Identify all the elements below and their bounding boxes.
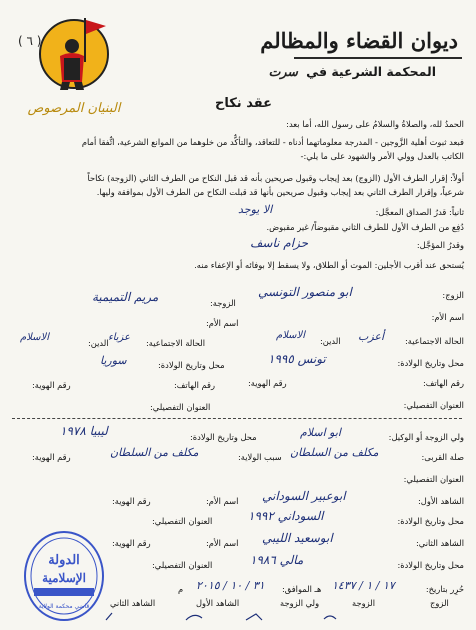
wife-religion-label: الدين: <box>88 338 109 348</box>
guardian-relation-label: صلة القربى: <box>421 452 464 462</box>
emblem-logo <box>27 12 121 122</box>
husband-address-label: العنوان التفصيلي: <box>403 400 464 410</box>
stamp-line2: الإسلامية <box>42 571 86 585</box>
document-title: عقد نكاح <box>215 96 272 111</box>
date-hijri: ١٧ / ١ / ١٤٣٧ <box>332 579 395 592</box>
husband-marital-label: الحالة الاجتماعية: <box>404 336 464 346</box>
office-title: ديوان القضاء والمظالم <box>260 28 458 53</box>
deferred-label: وقدرُ المؤجَّل: <box>416 240 464 250</box>
page-number: ( ٦ ) <box>18 34 42 48</box>
witness2-address-label: العنوان التفصيلي: <box>152 560 213 570</box>
witness1-id-label: رقم الهوية: <box>112 496 151 506</box>
wife-label: الزوجة: <box>210 298 236 308</box>
wife-religion-value: الاسلام <box>20 332 50 343</box>
sig-husband-label: الزوج <box>430 598 449 608</box>
stamp-line1: الدولة <box>48 553 80 568</box>
witness1-mother-label: اسم الأم: <box>206 496 239 506</box>
clause-first-b: شرعياً، وإقرار الطرف الثاني بعد إيجاب وقبول صريحين بأنها قد قبلت النكاح من الطرف الأول بموافقة وليها. <box>96 187 464 197</box>
witness2-label: الشاهد الثاني: <box>415 538 464 548</box>
witness1-name: ابوعبير السوداني <box>262 489 346 503</box>
husband-id-label: رقم الهوية: <box>248 378 287 388</box>
section-divider <box>12 418 462 419</box>
witness1-address-label: العنوان التفصيلي: <box>152 516 213 526</box>
official-stamp <box>22 528 106 624</box>
guardian-label: ولي الزوجة أو الوكيل: <box>388 432 464 442</box>
husband-marital-value: أعزب <box>358 330 385 343</box>
wife-address-label: العنوان التفصيلي: <box>150 402 211 412</box>
guardian-address-label: العنوان التفصيلي: <box>403 474 464 484</box>
witness2-name: ابوسعيد الليبي <box>262 531 333 545</box>
witness2-id-label: رقم الهوية: <box>112 538 151 548</box>
witness1-birth-label: محل وتاريخ الولادة: <box>397 516 464 526</box>
date-label: حُرِر بتاريخ: <box>425 584 464 594</box>
wife-birth-label: محل وتاريخ الولادة: <box>158 360 225 370</box>
husband-birth-label: محل وتاريخ الولادة: <box>397 358 464 368</box>
dowry-paid-line: دُفِع من الطرف الأول للطرف الثاني مقبوضاً/ غير مقبوض. <box>266 222 464 232</box>
wife-id-label: رقم الهوية: <box>32 380 71 390</box>
guardian-id-label: رقم الهوية: <box>32 452 71 462</box>
guardian-name: ابو اسلام <box>300 426 341 439</box>
sig-wife-label: الزوجة <box>352 598 375 608</box>
wife-marital-label: الحالة الاجتماعية: <box>146 338 206 348</box>
wife-marital-value: عزباء <box>108 332 131 343</box>
guardian-relation-value: مكلف من السلطان <box>290 446 379 459</box>
husband-religion-label: الدين: <box>320 336 341 346</box>
witness2-mother-label: اسم الأم: <box>206 538 239 548</box>
date-gregorian: ٣١ / ١٠ / ٢٠١٥ <box>196 579 265 592</box>
court-line <box>269 64 436 79</box>
sig-guardian-label: ولي الزوجة <box>280 598 320 608</box>
witness2-birth-label: محل وتاريخ الولادة: <box>397 560 464 570</box>
husband-name: ابو منصور التونسي <box>258 285 352 299</box>
witness1-birth-value: السوداني ١٩٩٢ <box>248 509 324 523</box>
wife-mother-label: اسم الأم: <box>206 318 239 328</box>
signature-marks <box>96 608 346 620</box>
sig-witness1-label: الشاهد الأول <box>196 598 240 608</box>
dowry-label: ثانياً: قدرُ الصداق المعجَّل: <box>375 207 464 217</box>
clause-first-a: أولاً: إقرار الطرف الأول (الزوج) بعد إيجاب وقبول صريحين بأنه قد قبل النكاح من الطرف الثاني (الزوجة) نكاحاً <box>87 173 464 183</box>
stamp-line3: قاضي محكمة الولاية <box>38 603 90 610</box>
guardian-reason-label: سبب الولاية: <box>238 452 282 462</box>
court-city: سرت <box>268 64 298 79</box>
wife-phone-label: رقم الهاتف: <box>174 380 216 390</box>
guardian-birth-value: ليبيا ١٩٧٨ <box>60 424 108 438</box>
deferred-value: حزام ناسف <box>250 236 309 250</box>
intro-greeting: الحمدُ لله، والصلاةُ والسلامُ على رسول الله، أما بعد: <box>286 119 464 129</box>
guardian-birth-label: محل وتاريخ الولادة: <box>190 432 257 442</box>
title-underline <box>294 57 462 59</box>
husband-label: الزوج: <box>442 290 464 300</box>
husband-mother-label: اسم الأم: <box>431 312 464 322</box>
intro-eligibility: فبعد ثبوت أهلية الزَّوجين - المدرجة معلوماتهما أدناه - للتعاقد، والتأكُّد من خلوهما من الموانع الشرعية، اتُّفقا أمام <box>81 137 464 147</box>
due-clause: يُستحق عند أقرب الأجلين: الموت أو الطلاق، ولا يسقط إلا بوفائه أو الإعفاء منه. <box>194 260 464 270</box>
court-prefix: المحكمة الشرعية في <box>306 64 436 79</box>
date-suffix: م <box>178 584 184 594</box>
husband-birth-value: تونس ١٩٩٥ <box>268 352 326 366</box>
guardian-reason-value: مكلف من السلطان <box>110 446 199 459</box>
intro-parties: الكاتب بالعدل وولي الأمر والشهود على ما يلي:- <box>300 151 464 161</box>
wife-name: مريم التميمية <box>92 290 159 304</box>
logo-text: البنيان المرصوص <box>27 101 121 116</box>
date-separator: هـ الموافق: <box>282 584 322 594</box>
husband-phone-label: رقم الهاتف: <box>422 378 464 388</box>
sig-witness2-label: الشاهد الثاني <box>110 598 156 608</box>
dowry-value: الا يوجد <box>238 203 273 216</box>
wife-birth-value: سوريا <box>100 354 127 367</box>
witness2-birth-value: مالي ١٩٨٦ <box>250 553 304 567</box>
witness1-label: الشاهد الأول: <box>418 496 464 506</box>
husband-religion-value: الاسلام <box>276 330 306 341</box>
